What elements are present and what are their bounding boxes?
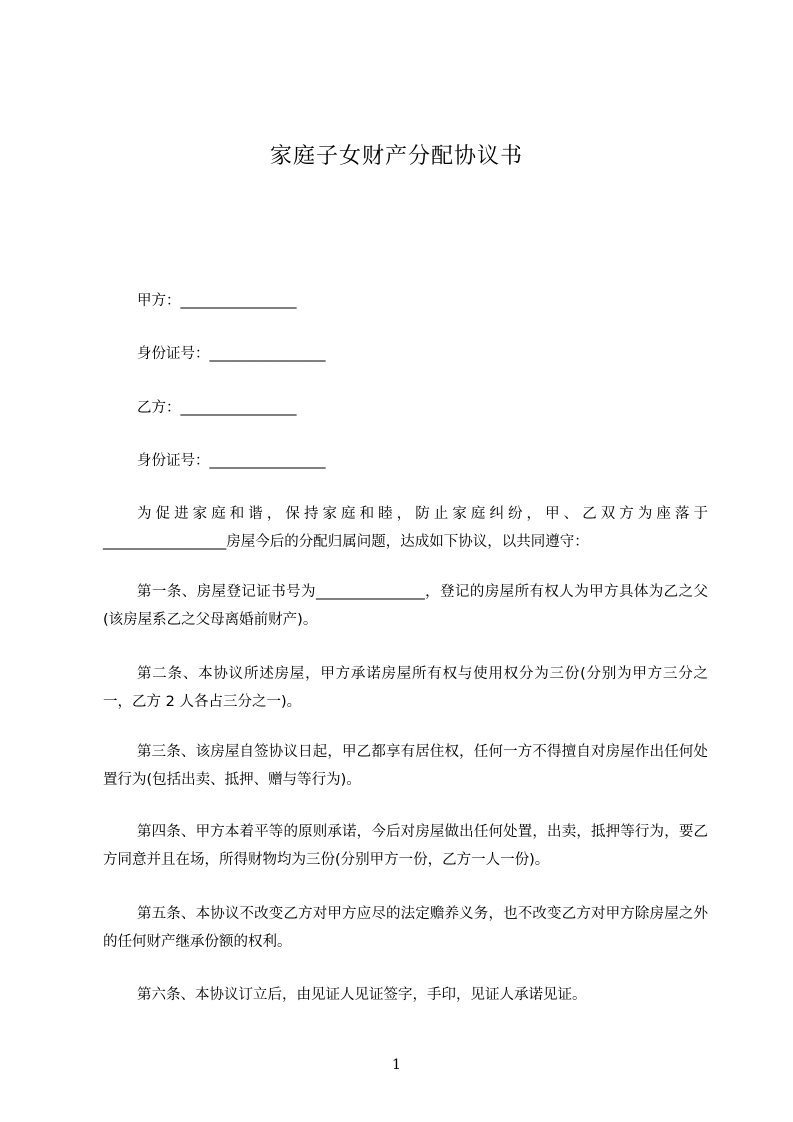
intro-text-1: 为促进家庭和谐，保持家庭和睦，防止家庭纠纷，甲、乙双方为座落于 xyxy=(137,506,708,522)
party-b-id-label: 身份证号： xyxy=(137,453,210,469)
party-a-field xyxy=(137,291,297,311)
page-number: 1 xyxy=(392,1057,401,1073)
intro-paragraph xyxy=(103,500,708,556)
article-5: 第五条、本协议不改变乙方对甲方应尽的法定赡养义务，也不改变乙方对甲方除房屋之外的任何财产继承份额的权利。 xyxy=(103,906,708,950)
party-a-id-blank: ________________ xyxy=(209,346,326,362)
party-b-label: 乙方： xyxy=(137,400,181,416)
article-4: 第四条、甲方本着平等的原则承诺，今后对房屋做出任何处置，出卖，抵押等行为，要乙方同意并且在场，所得财物均为三份(分别甲方一份，乙方一人一份)。 xyxy=(103,824,708,868)
article-1 xyxy=(103,578,708,634)
party-a-blank: ________________ xyxy=(180,293,297,309)
article-2: 第二条、本协议所述房屋，甲方承诺房屋所有权与使用权分为三份(分别为甲方三分之一，乙方 2 人各占三分之一)。 xyxy=(103,666,708,710)
party-b-id-blank: ________________ xyxy=(209,453,326,469)
article-1-text-2: ，登记的房屋所有权人为甲方具体为乙之父(该房屋系乙之父母离婚前财产)。 xyxy=(103,584,709,628)
party-a-label: 甲方： xyxy=(137,293,181,309)
intro-text-2: 房屋今后的分配归属问题，达成如下协议，以共同遵守： xyxy=(226,534,589,550)
intro-blank-1: ________ xyxy=(103,534,161,550)
document-title: 家庭子女财产分配协议书 xyxy=(269,144,523,169)
article-1-text-1: 第一条、房屋登记证书号为 xyxy=(137,584,316,600)
article-1-blank: _______________ xyxy=(315,584,425,600)
party-b-field xyxy=(137,398,297,418)
party-a-id-label: 身份证号： xyxy=(137,346,210,362)
party-b-blank: ________________ xyxy=(180,400,297,416)
intro-blank-2: _________ xyxy=(161,534,227,550)
article-6: 第六条、本协议订立后，由见证人见证签字，手印，见证人承诺见证。 xyxy=(137,987,587,1003)
article-3: 第三条、该房屋自签协议日起，甲乙都享有居住权，任何一方不得擅自对房屋作出任何处置行为(包括出卖、抵押、赠与等行为)。 xyxy=(103,744,708,788)
party-b-id-field xyxy=(137,451,326,471)
party-a-id-field xyxy=(137,344,326,364)
